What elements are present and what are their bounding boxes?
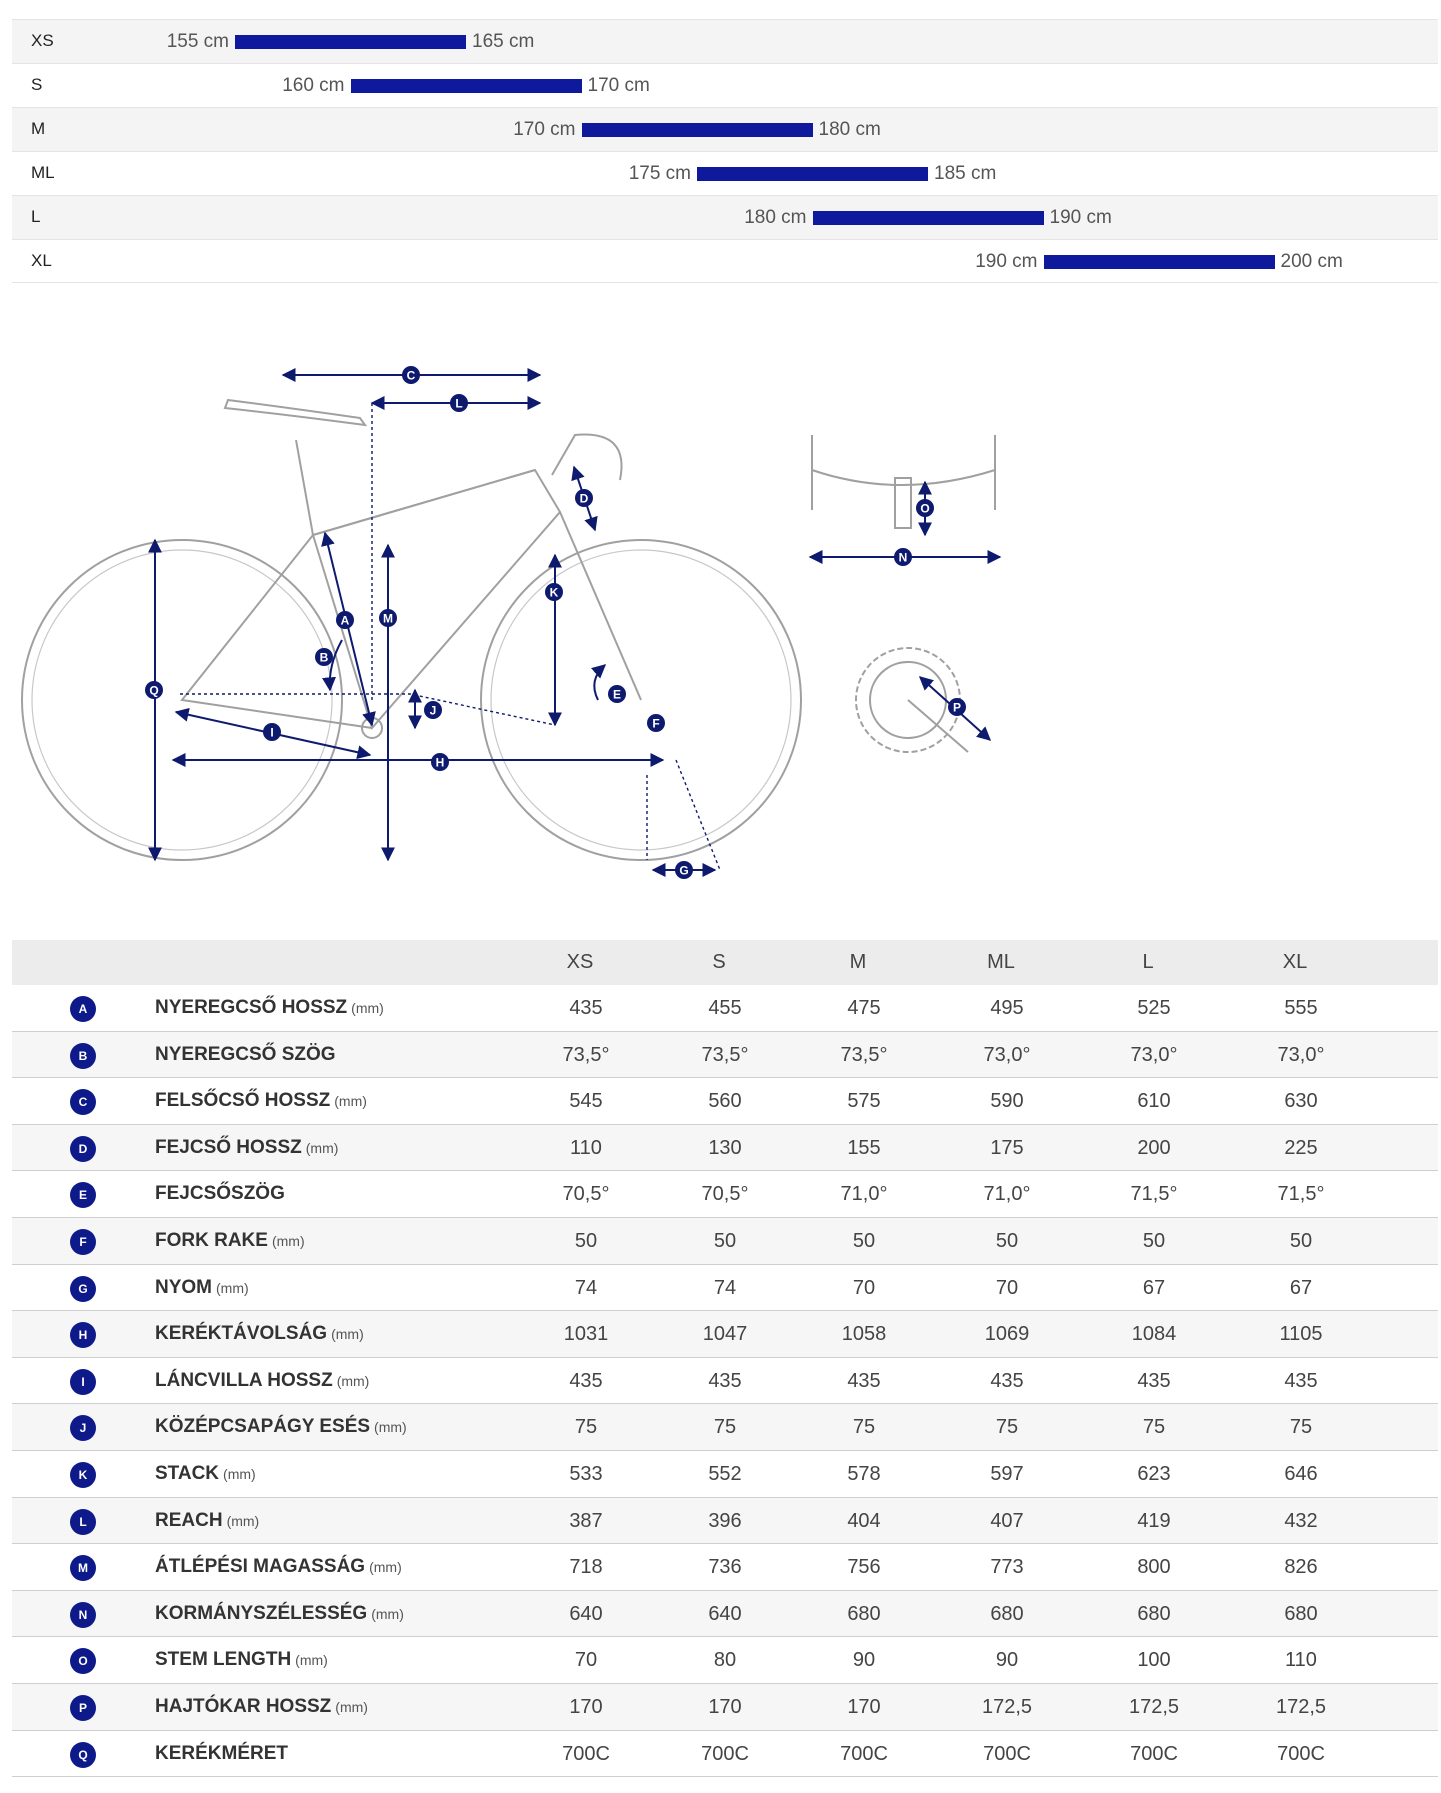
measurement-letter-badge: G [70,1276,96,1302]
measurement-value: 90 [852,1649,876,1672]
height-min-label: 180 cm [744,207,807,228]
geometry-row [12,985,1438,1032]
measurement-value: 407 [990,1509,1024,1532]
size-row [12,239,1438,283]
measurement-value: 170 [847,1695,881,1718]
measurement-name-text: REACH [155,1509,223,1531]
measurement-name [155,1078,367,1124]
height-min-label: 155 cm [166,31,229,52]
measurement-name-text: ÁTLÉPÉSI MAGASSÁG [155,1556,366,1578]
height-range-bar [351,79,582,93]
measurement-value: 432 [1284,1509,1318,1532]
measurement-value: 404 [847,1509,881,1532]
measurement-unit: (mm) [336,1372,370,1389]
measurement-name [155,1684,368,1730]
measurement-name-text: NYEREGCSŐ HOSSZ [155,997,348,1018]
measurement-value: 590 [990,1090,1024,1113]
geometry-row [12,1404,1438,1451]
measurement-name-text: KÖZÉPCSAPÁGY ESÉS [155,1416,371,1438]
measurement-value: 75 [574,1416,598,1439]
measurement-value: 610 [1137,1090,1171,1113]
measurement-letter-badge: L [70,1509,96,1535]
measurement-value: 736 [708,1556,742,1579]
measurement-value: 435 [708,1369,742,1392]
diagram-badge [315,648,333,666]
measurement-value: 597 [990,1462,1024,1485]
measurement-name [155,1311,364,1357]
diagram-badge [894,548,912,566]
measurement-value: 396 [708,1509,742,1532]
measurement-name-text: FELSŐCSŐ HOSSZ [155,1090,331,1112]
size-column-header: XL [1282,951,1308,973]
measurement-value: 73,0° [1130,1043,1178,1066]
measurement-name [155,1591,404,1637]
diagram-badge-letter: O [920,501,930,516]
measurement-value: 71,0° [840,1183,888,1206]
measurement-name [155,1032,336,1078]
measurement-value: 71,5° [1277,1183,1325,1206]
size-label: XL [31,251,52,270]
diagram-badge-letter: N [898,550,908,565]
height-range-bar [582,123,813,137]
geometry-row [12,1451,1438,1498]
diagram-badge-letter: D [579,491,589,506]
measurement-value: 175 [990,1136,1024,1159]
diagram-badge [402,366,420,384]
measurement-value: 50 [1289,1229,1313,1252]
measurement-value: 800 [1137,1556,1171,1579]
measurement-value: 75 [713,1416,737,1439]
size-row [12,151,1438,195]
measurement-letter-badge: E [70,1182,96,1208]
height-min-label: 190 cm [975,251,1038,272]
diagram-badge [450,394,468,412]
measurement-value: 50 [574,1229,598,1252]
measurement-value: 773 [990,1556,1024,1579]
measurement-value: 70,5° [701,1183,749,1206]
measurement-value: 700C [701,1742,749,1765]
measurement-letter-badge: J [70,1415,96,1441]
measurement-name-text: LÁNCVILLA HOSSZ [155,1369,333,1391]
measurement-value: 680 [1137,1602,1171,1625]
measurement-letter-badge: A [70,996,96,1022]
measurement-name [155,1731,288,1777]
measurement-value: 387 [569,1509,603,1532]
height-max-label: 200 cm [1280,251,1343,272]
measurement-value: 640 [708,1602,742,1625]
measurement-letter-badge: H [70,1322,96,1348]
measurement-unit: (mm) [374,1419,407,1436]
measurement-unit: (mm) [305,1139,339,1156]
size-label: L [31,207,41,226]
measurement-value: 646 [1284,1462,1318,1485]
size-label: M [31,119,46,138]
measurement-value: 110 [1285,1649,1317,1672]
handlebar-side [552,435,622,480]
measurement-value: 1058 [841,1323,887,1346]
measurement-name-text: STEM LENGTH [155,1649,292,1671]
dim-arc-e [594,665,605,700]
measurement-name [155,1218,305,1264]
measurement-unit: (mm) [331,1326,364,1343]
rider-height-size-chart [12,19,1438,283]
measurement-value: 200 [1137,1136,1171,1159]
measurement-value: 1084 [1131,1323,1177,1346]
measurement-unit: (mm) [334,1093,367,1110]
geometry-row [12,1125,1438,1172]
size-column-header: L [1142,951,1154,973]
geometry-table-body [12,985,1438,1777]
measurement-letter-badge: D [70,1136,96,1162]
diagram-badge-letter: I [270,725,274,740]
measurement-value: 70 [995,1276,1019,1299]
measurement-unit: (mm) [371,1605,404,1622]
geometry-row [12,1591,1438,1638]
measurement-value: 700C [562,1742,610,1765]
measurement-value: 90 [995,1649,1019,1672]
measurement-name-text: HAJTÓKAR HOSSZ [155,1695,332,1717]
geometry-row [12,1731,1438,1778]
measurement-unit: (mm) [295,1652,328,1669]
measurement-value: 70,5° [562,1183,610,1206]
geometry-row [12,1218,1438,1265]
measurement-name-text: FORK RAKE [155,1229,268,1251]
height-range-bar [1044,255,1275,269]
measurement-letter-badge: K [70,1462,96,1488]
diagram-badge [948,698,966,716]
height-range-bar [813,211,1044,225]
size-column-header: M [849,951,867,973]
measurement-name [155,1125,338,1171]
measurement-unit: (mm) [351,1000,384,1016]
height-range-bar [235,35,466,49]
measurement-value: 155 [847,1136,881,1159]
geometry-row [12,1358,1438,1405]
bike-geometry-diagram [0,300,1441,900]
measurement-value: 680 [1284,1602,1318,1625]
diagram-badge [145,681,163,699]
geometry-row [12,1544,1438,1591]
measurement-name [155,1637,328,1683]
measurement-letter-badge: P [70,1695,96,1721]
measurement-value: 67 [1142,1276,1166,1299]
measurement-value: 170 [569,1695,603,1718]
size-row [12,107,1438,151]
measurement-value: 555 [1284,997,1318,1019]
height-range-bar [697,167,928,181]
measurement-letter-badge: F [70,1229,96,1255]
frame-outline [313,470,560,728]
size-column-header: XS [566,951,594,973]
geometry-row [12,1265,1438,1312]
diagram-badge [575,489,593,507]
measurement-value: 74 [713,1276,737,1299]
height-min-label: 175 cm [628,163,691,184]
size-column-header: ML [987,951,1015,973]
measurement-value: 700C [1130,1742,1178,1765]
height-max-label: 190 cm [1049,207,1112,228]
diagram-badge-letter: J [429,703,437,718]
geometry-row [12,1498,1438,1545]
diagram-badge [675,861,693,879]
measurement-name-text: NYOM [155,1276,212,1298]
height-min-label: 160 cm [282,75,345,96]
measurement-value: 172,5 [1275,1695,1327,1718]
geometry-row [12,1684,1438,1731]
measurement-value: 718 [569,1556,603,1579]
measurement-value: 50 [995,1229,1019,1252]
measurement-value: 435 [569,1369,603,1392]
measurement-value: 170 [708,1695,742,1718]
measurement-name [155,1451,256,1497]
measurement-value: 172,5 [981,1695,1033,1718]
measurement-value: 73,5° [840,1043,888,1066]
measurement-value: 1069 [984,1323,1030,1346]
measurement-name-text: FEJCSŐSZÖG [155,1183,285,1205]
measurement-name-text: NYEREGCSŐ SZÖG [155,1043,336,1065]
measurement-value: 110 [570,1136,602,1159]
measurement-value: 435 [847,1369,881,1392]
diagram-badge [608,685,626,703]
diagram-badge-letter: Q [149,683,159,698]
measurement-value: 700C [1277,1742,1325,1765]
measurement-name [155,1544,402,1590]
diagram-badge [263,723,281,741]
size-row [12,195,1438,239]
diagram-badge-letter: B [319,650,329,665]
measurement-value: 50 [713,1229,737,1252]
measurement-name [155,1358,369,1404]
measurement-value: 560 [708,1090,742,1113]
measurement-value: 700C [983,1742,1031,1765]
measurement-value: 700C [840,1742,888,1765]
measurement-unit: (mm) [335,1698,368,1715]
diagram-badge [545,583,563,601]
measurement-value: 172,5 [1128,1695,1180,1718]
diagram-badge-letter: H [435,755,445,770]
measurement-name-text: KORMÁNYSZÉLESSÉG [155,1602,368,1624]
measurement-value: 435 [1137,1369,1171,1392]
seatpost [296,440,313,535]
size-row [12,63,1438,107]
measurement-letter-badge: I [70,1369,96,1395]
geometry-row [12,1637,1438,1684]
geometry-table-header [12,940,1438,985]
measurement-name [155,1498,259,1544]
height-max-label: 180 cm [818,119,881,140]
diagram-badge [424,701,442,719]
measurement-value: 50 [1142,1229,1166,1252]
measurement-letter-badge: M [70,1555,96,1581]
measurement-value: 435 [1284,1369,1318,1392]
measurement-name [155,1404,407,1450]
diagram-badge [336,611,354,629]
measurement-value: 70 [852,1276,876,1299]
measurement-value: 75 [1289,1416,1313,1439]
height-max-label: 185 cm [934,163,997,184]
measurement-value: 1047 [702,1323,748,1346]
height-max-label: 170 cm [587,75,650,96]
measurement-value: 75 [1142,1416,1166,1439]
diagram-badge-letter: K [549,585,559,600]
measurement-value: 75 [852,1416,876,1439]
measurement-value: 70 [574,1649,598,1672]
measurement-value: 73,0° [983,1043,1031,1066]
saddle [225,400,365,425]
diagram-badge-letter: A [340,613,350,628]
measurement-unit: (mm) [226,1512,260,1529]
geometry-row [12,1171,1438,1218]
measurement-value: 435 [569,997,603,1019]
measurement-value: 419 [1137,1509,1171,1532]
measurement-value: 74 [574,1276,598,1299]
measurement-name-text: FEJCSŐ HOSSZ [155,1136,302,1158]
height-min-label: 170 cm [513,119,576,140]
size-column-header: S [712,951,726,973]
measurement-value: 455 [708,997,742,1019]
measurement-value: 435 [990,1369,1024,1392]
geometry-row [12,1078,1438,1125]
measurement-value: 1105 [1279,1323,1323,1346]
measurement-unit: (mm) [223,1465,256,1482]
measurement-value: 826 [1284,1556,1318,1579]
diagram-badge-letter: G [679,863,689,878]
measurement-value: 756 [847,1556,881,1579]
measurement-value: 623 [1137,1462,1171,1485]
measurement-value: 50 [852,1229,876,1252]
geometry-table [12,940,1438,1777]
measurement-name [155,1265,249,1311]
measurement-value: 80 [713,1649,737,1672]
top-tube [313,470,535,535]
measurement-value: 73,0° [1277,1043,1325,1066]
measurement-value: 578 [847,1462,881,1485]
measurement-unit: (mm) [369,1559,402,1576]
diagram-badge-letter: C [406,368,416,383]
diagram-badge-letter: F [652,716,660,731]
diagram-badge-letter: P [952,700,962,715]
measurement-letter-badge: O [70,1648,96,1674]
measurement-value: 575 [847,1090,881,1113]
measurement-letter-badge: Q [70,1742,96,1768]
measurement-value: 525 [1137,997,1171,1019]
measurement-value: 67 [1289,1276,1313,1299]
bike-geometry-illustration [0,300,1441,900]
diagram-badge [379,609,397,627]
measurement-value: 73,5° [701,1043,749,1066]
measurement-unit: (mm) [216,1279,249,1296]
measurement-value: 1031 [563,1323,609,1346]
size-label: S [31,75,43,94]
measurement-value: 75 [995,1416,1019,1439]
geometry-row [12,1032,1438,1079]
measurement-name [155,1171,285,1217]
measurement-value: 630 [1284,1090,1318,1113]
measurement-value: 475 [847,997,881,1019]
measurement-value: 552 [708,1462,742,1485]
measurement-value: 71,5° [1130,1183,1178,1206]
measurement-letter-badge: B [70,1043,96,1069]
diagram-badge-letter: L [455,396,463,411]
size-row [12,19,1438,63]
handlebar-top-view [812,435,995,510]
measurement-name-text: STACK [155,1462,220,1484]
measurement-name-text: KERÉKMÉRET [155,1742,289,1764]
measurement-unit: (mm) [271,1232,305,1249]
measurement-value: 545 [569,1090,603,1113]
diagram-badge-letter: M [383,611,393,626]
diagram-badge [916,499,934,517]
diagram-badge [647,714,665,732]
measurement-value: 533 [569,1462,603,1485]
measurement-letter-badge: C [70,1089,96,1115]
measurement-value: 130 [708,1136,742,1159]
diagram-badge-letter: E [612,687,622,702]
measurement-value: 495 [990,997,1024,1019]
size-label: XS [31,31,54,50]
measurement-name-text: KERÉKTÁVOLSÁG [155,1323,328,1345]
measurement-value: 680 [990,1602,1024,1625]
measurement-value: 640 [569,1602,603,1625]
size-label: ML [31,163,55,182]
measurement-name [155,985,384,1031]
measurement-value: 100 [1137,1649,1171,1672]
measurement-value: 71,0° [983,1183,1031,1206]
measurement-letter-badge: N [70,1602,96,1628]
diagram-badge [431,753,449,771]
height-max-label: 165 cm [472,31,535,52]
measurement-value: 680 [847,1602,881,1625]
measurement-value: 225 [1284,1136,1318,1159]
measurement-value: 73,5° [562,1043,610,1066]
geometry-row [12,1311,1438,1358]
